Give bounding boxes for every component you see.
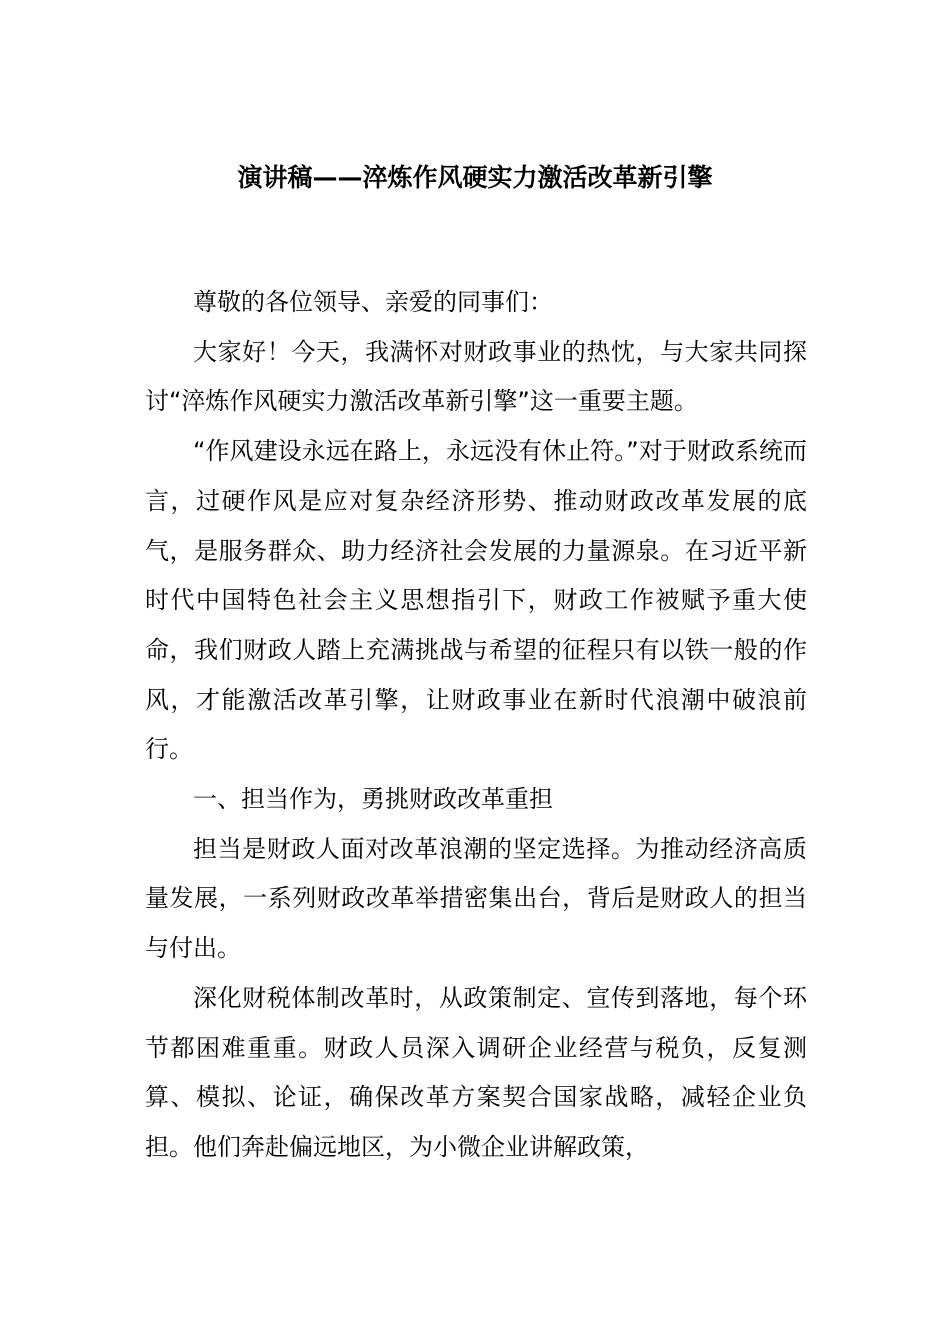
paragraph-section1-detail: 深化财税体制改革时，从政策制定、宣传到落地，每个环节都困难重重。财政人员深入调研企业经营与税负，反复测算、模拟、论证，确保改革方案契合国家战略，减轻企业负担。他们奔赴偏远地区，为小微企业讲解政策， [145,983,807,1161]
paragraph-section1-intro: 担当是财政人面对改革浪潮的坚定选择。为推动经济高质量发展，一系列财政改革举措密集出台，背后是财政人的担当与付出。 [145,834,807,963]
section-heading-1: 一、担当作为，勇挑财政改革重担 [193,785,553,814]
paragraph-intro: “作风建设永远在路上，永远没有休止符。”对于财政系统而言，过硬作风是应对复杂经济形势、推动财政改革发展的底气，是服务群众、助力经济社会发展的力量源泉。在习近平新时代中国特色社会主义思想指引下，财政工作被赋予重大使命，我们财政人踏上充满挑战与希望的征程只有以铁一般的作风，才能激活改革引擎，让财政事业在新时代浪潮中破浪前行。 [145,437,807,764]
document-title: 演讲稿——淬炼作风硬实力激活改革新引擎 [237,163,713,192]
paragraph-opening: 大家好！今天，我满怀对财政事业的热忱，与大家共同探讨“淬炼作风硬实力激活改革新引擎”这一重要主题。 [145,337,807,416]
paragraph-greeting: 尊敬的各位领导、亲爱的同事们： [193,288,553,316]
document-body [145,278,807,1173]
